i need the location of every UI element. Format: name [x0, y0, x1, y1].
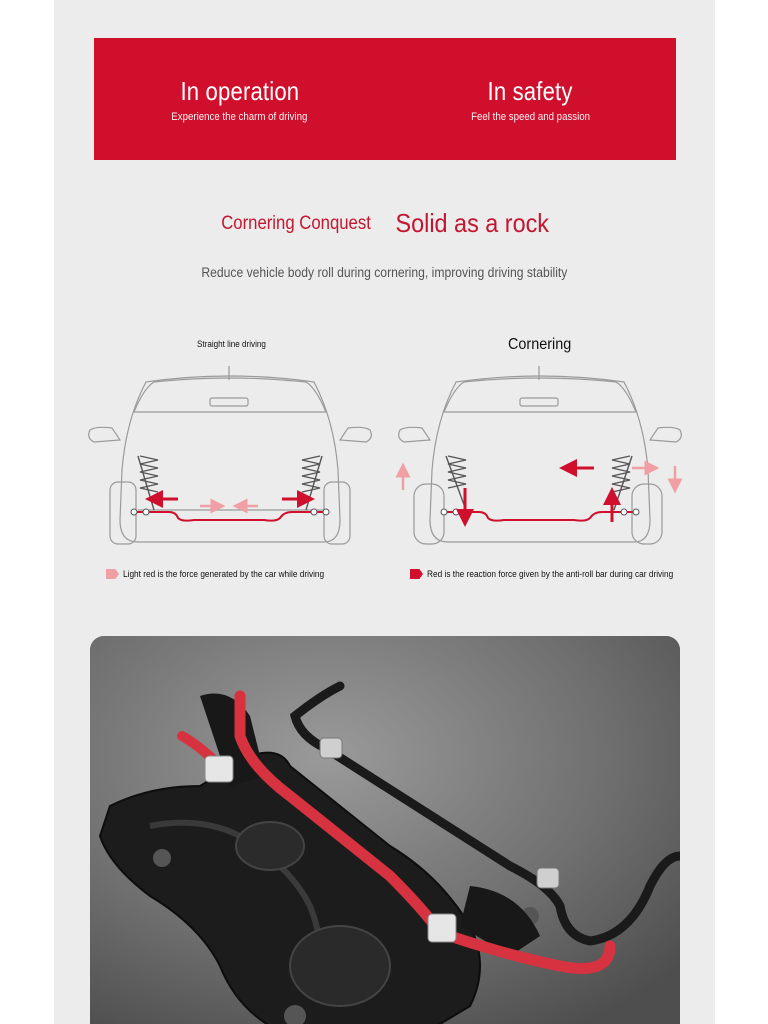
- legend-light-red-text: Light red is the force generated by the car while driving: [123, 569, 325, 579]
- description-text: Reduce vehicle body roll during cornering, improving driving stability: [201, 265, 568, 280]
- product-detail-page: [54, 0, 715, 1024]
- product-photo: [90, 636, 680, 1024]
- section-headline: [54, 208, 715, 239]
- straight-driving-diagram: [89, 366, 372, 544]
- light-red-swatch: [106, 569, 119, 579]
- banner-safety-title: In safety: [487, 75, 574, 106]
- red-swatch: [410, 569, 423, 579]
- section-description: [54, 265, 715, 280]
- banner-operation-title: In operation: [180, 75, 299, 106]
- banner-safety-subtitle: Feel the speed and passion: [471, 110, 590, 123]
- legend-red-text: Red is the reaction force given by the anti-roll bar during car driving: [427, 569, 674, 579]
- car-diagrams: [54, 360, 715, 560]
- cornering-diagram: [399, 366, 682, 544]
- banner-operation-subtitle: Experience the charm of driving: [171, 110, 308, 123]
- straight-driving-label: Straight line driving: [197, 339, 266, 349]
- banner-safety: [385, 38, 676, 160]
- feature-banner: [94, 38, 676, 160]
- legend-red: [410, 569, 695, 579]
- legend-light-red: [106, 569, 342, 579]
- headline-small: Cornering Conquest: [221, 212, 371, 234]
- cornering-label: Cornering: [508, 336, 572, 353]
- headline-big: Solid as a rock: [396, 208, 550, 238]
- banner-operation: [94, 38, 385, 160]
- subframe-illustration: [90, 636, 680, 1024]
